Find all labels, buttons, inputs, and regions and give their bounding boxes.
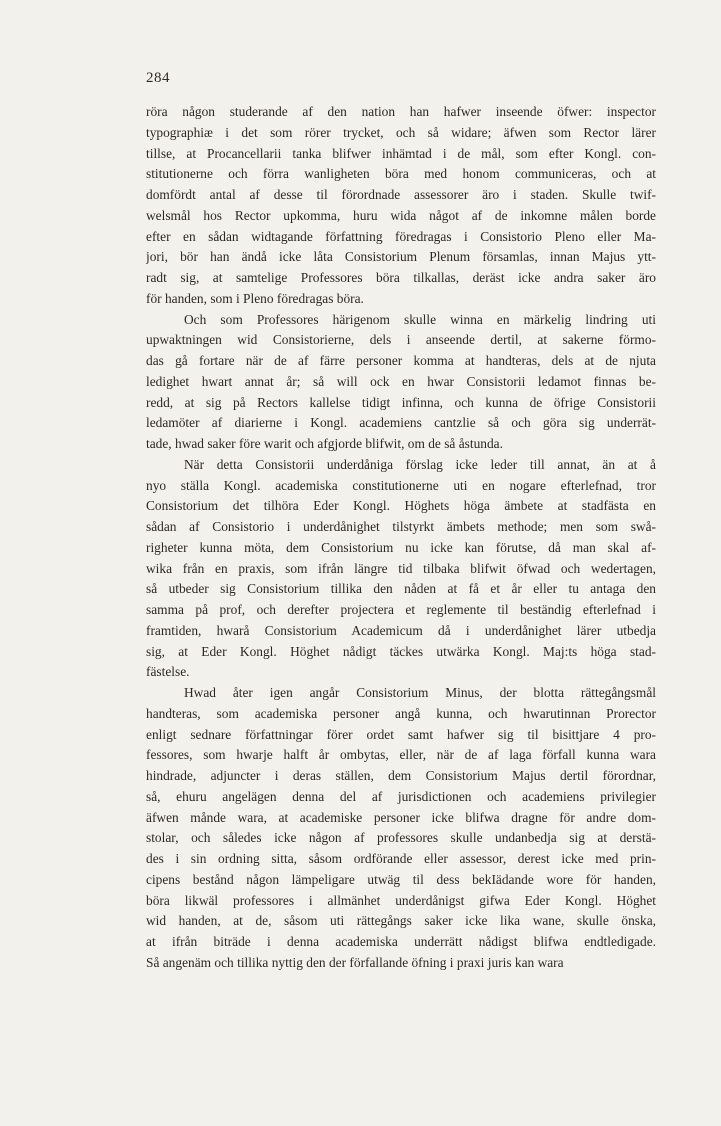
text-line: samma på prof, och derefter projectera et reglemente til beständig efterlefnad i xyxy=(146,602,656,617)
text-line: fessores, som hwarje halft år ombytas, eller, när de af laga förfall kunna wara xyxy=(146,747,656,763)
text-line: Så angenäm och tillika nyttig den der förfallande öfning i praxi juris kan wara xyxy=(146,954,564,970)
text-line: När detta Consistorii underdåniga förslag icke leder till annat, än at å xyxy=(184,456,656,472)
text-line: domfördt antal af desse til förordnade assessorer äro i staden. Skulle twif- xyxy=(146,187,656,202)
text-line: Hwad åter igen angår Consistorium Minus, der blotta rättegångsmål xyxy=(184,685,656,700)
text-line: handteras, som academiska personer angå kunna, och hwarutinnan Prorector xyxy=(146,705,656,721)
text-line: typographiæ i det som rörer trycket, och så widare; äfwen som Rector lärer xyxy=(146,124,656,140)
text-line: böra likwäl professores i allmänhet underdånigst gifwa Eder Kongl. Höghet xyxy=(146,892,656,908)
text-line: enligt sednare författningar förer ordet samt hafwer sig til bisittjare 4 pro- xyxy=(146,726,656,742)
text-line: welsmål hos Rector upkomma, huru wida något af de inkomne målen borde xyxy=(146,207,656,223)
text-line: stitutionerne och förra wanligheten böra med honom communiceras, och at xyxy=(146,166,656,182)
text-line: redd, at sig på Rectors kallelse tidigt infinna, och kunna de öfrige Consistorii xyxy=(146,394,656,410)
text-line: framtiden, hwarå Consistorium Academicum då i underdånighet lärer utbedja xyxy=(146,622,656,638)
page-number: 284 xyxy=(146,70,170,86)
body-text xyxy=(146,102,656,974)
text-line: wika från en praxis, som ifrån längre tid tilbaka blifwit öfwad och wedertagen, xyxy=(146,560,656,576)
text-line: radt sig, at samtelige Professores böra tilkallas, deräst icke andra saker äro xyxy=(146,270,656,285)
text-line: röra någon studerande af den nation han hafwer inseende öfwer: inspector xyxy=(146,104,656,119)
text-line: nyo ställa Kongl. academiska constitutionerne uti en nogare efterlefnad, tror xyxy=(146,477,656,493)
text-line: fästelse. xyxy=(146,664,190,680)
text-line: tade, hwad saker före warit och afgjorde blifwit, om de så åstunda. xyxy=(146,436,503,451)
text-line: så utbeder sig Consistorium tillika den nåden at få et år eller tu antaga den xyxy=(146,581,656,597)
text-line: sådan af Consistorio i underdånighet tilstyrkt ämbets methode; men som swå- xyxy=(146,519,656,534)
text-line: das gå fortare när de af färre personer komma at handteras, dels at de njuta xyxy=(146,353,656,368)
text-line: cipens bestånd någon lämpeligare utwäg til dess bekIädande wore för handen, xyxy=(146,871,656,887)
text-line: sig, at Eder Kongl. Höghet nådigt täckes utwärka Kongl. Maj:ts höga stad- xyxy=(146,643,656,659)
text-line: efter en sådan widtagande författning föredragas i Consistorio Pleno eller Ma- xyxy=(146,228,656,244)
text-line: för handen, som i Pleno föredragas böra. xyxy=(146,290,364,306)
text-line: Och som Professores härigenom skulle winna en märkelig lindring uti xyxy=(184,311,656,327)
text-line: äfwen månde wara, at academiske personer icke blifwa dragne för andre dom- xyxy=(146,809,656,825)
text-line: upwaktningen wid Consistorierne, dels i anseende dertil, at sakerne förmo- xyxy=(146,332,656,348)
text-line: stolar, och således icke någon af professores skulle undanbedja sig at derstä- xyxy=(146,830,656,846)
text-line: tillse, at Procancellarii tanka blifwer inhämtad i de mål, som efter Kongl. con- xyxy=(146,145,656,161)
text-line: jori, bör han ändå icke låta Consistorium Plenum församlas, innan Majus ytt- xyxy=(146,249,656,265)
text-line: Consistorium det tilhöra Eder Kongl. Höghets höga ämbete at stadfästa en xyxy=(146,498,656,514)
text-line: så, ehuru angelägen denna del af jurisdictionen och academiens privilegier xyxy=(146,788,656,804)
text-line: at ifrån biträde i denna academiska underrätt nådigst blifwa endtledigade. xyxy=(146,934,656,949)
text-line: righeter kunna möta, dem Consistorium nu icke kan förutse, då man skal af- xyxy=(146,539,656,555)
text-line: des i sin ordning sitta, såsom ordförande eller assessor, derest icke med prin- xyxy=(146,851,656,866)
text-line: wid handen, at de, såsom uti rättegångs saker icke lika wane, skulle önska, xyxy=(146,913,656,929)
text-line: ledamöter af diarierne i Kongl. academiens cantzlie så och göra sig underrät- xyxy=(146,415,656,431)
text-line: hindrade, adjuncter i deras ställen, dem Consistorium Majus dertil förordnar, xyxy=(146,768,656,783)
text-line: ledighet hwart annat år; så will ock en hwar Consistorii ledamot finnas be- xyxy=(146,373,656,389)
